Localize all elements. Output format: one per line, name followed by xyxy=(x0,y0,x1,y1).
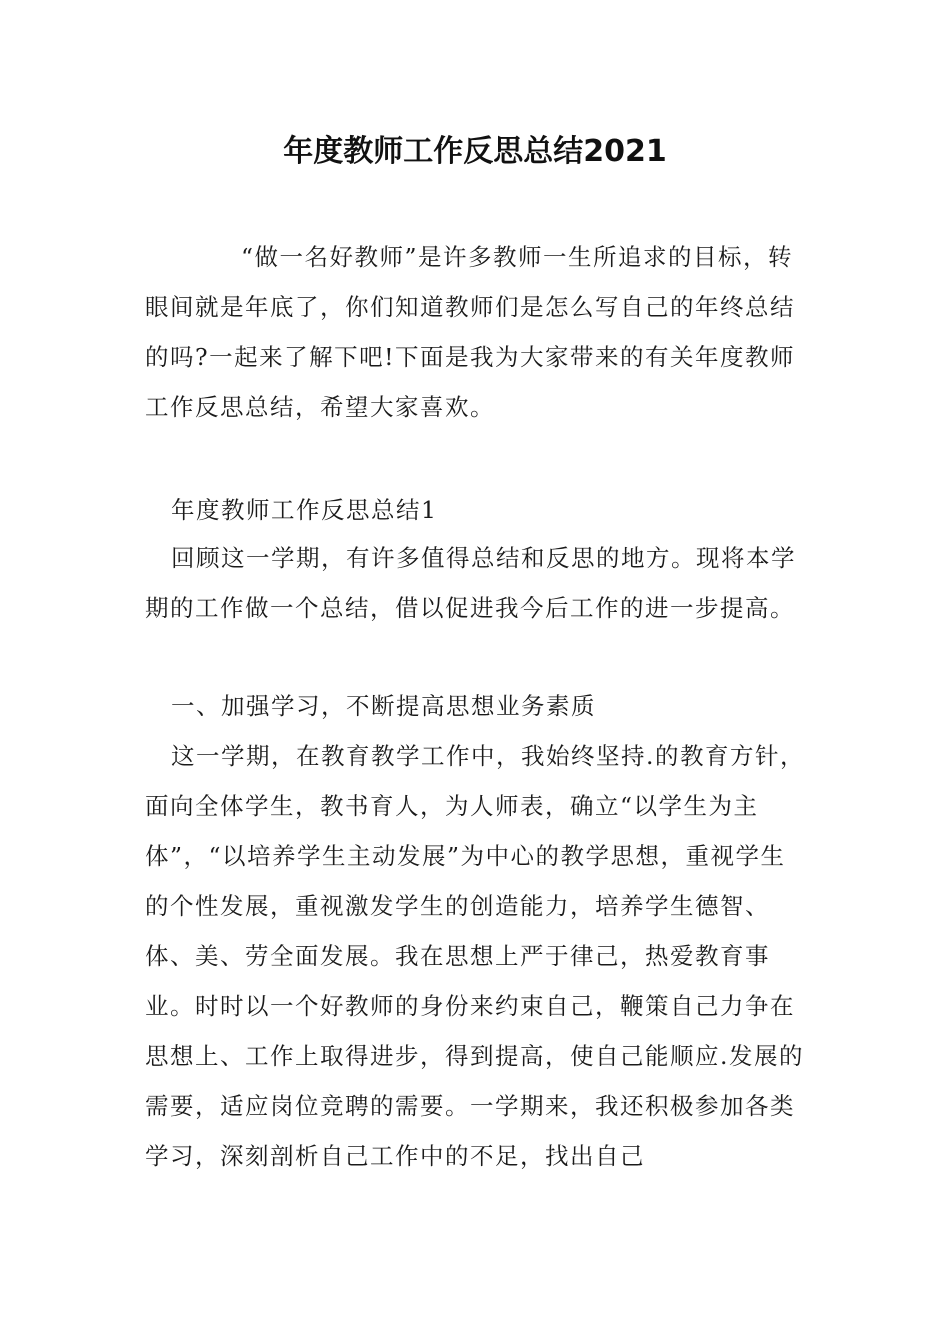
subheading-1: 一、加强学习，不断提高思想业务素质 xyxy=(171,692,596,720)
body-paragraph-2: 这一学期，在教育教学工作中，我始终坚持.的教育方针，面向全体学生，教书育人，为人师表，确立“以学生为主体”，“以培养学生主动发展”为中心的教学思想，重视学生的个性发展，重视激发学生的创造能力，培养学生德智、体、美、劳全面发展。我在思想上严于律己，热爱教育事业。时时以一个好教师的身份来约束自己，鞭策自己力争在思想上、工作上取得进步，得到提高，使自己能顺应.发展的需要，适应岗位竞聘的需要。一学期来，我还积极参加各类学习，深刻剖析自己工作中的不足，找出自己 xyxy=(145,742,805,1170)
intro-paragraph: “做一名好教师”是许多教师一生所追求的目标，转眼间就是年底了，你们知道教师们是怎么写自己的年终总结的吗?一起来了解下吧!下面是我为大家带来的有关年度教师工作反思总结，希望大家喜欢。 xyxy=(145,243,796,421)
section-heading: 年度教师工作反思总结1 xyxy=(171,496,438,524)
document-title: 年度教师工作反思总结2021 xyxy=(283,134,667,169)
body-paragraph-1: 回顾这一学期，有许多值得总结和反思的地方。现将本学期的工作做一个总结，借以促进我今后工作的进一步提高。 xyxy=(145,544,796,622)
